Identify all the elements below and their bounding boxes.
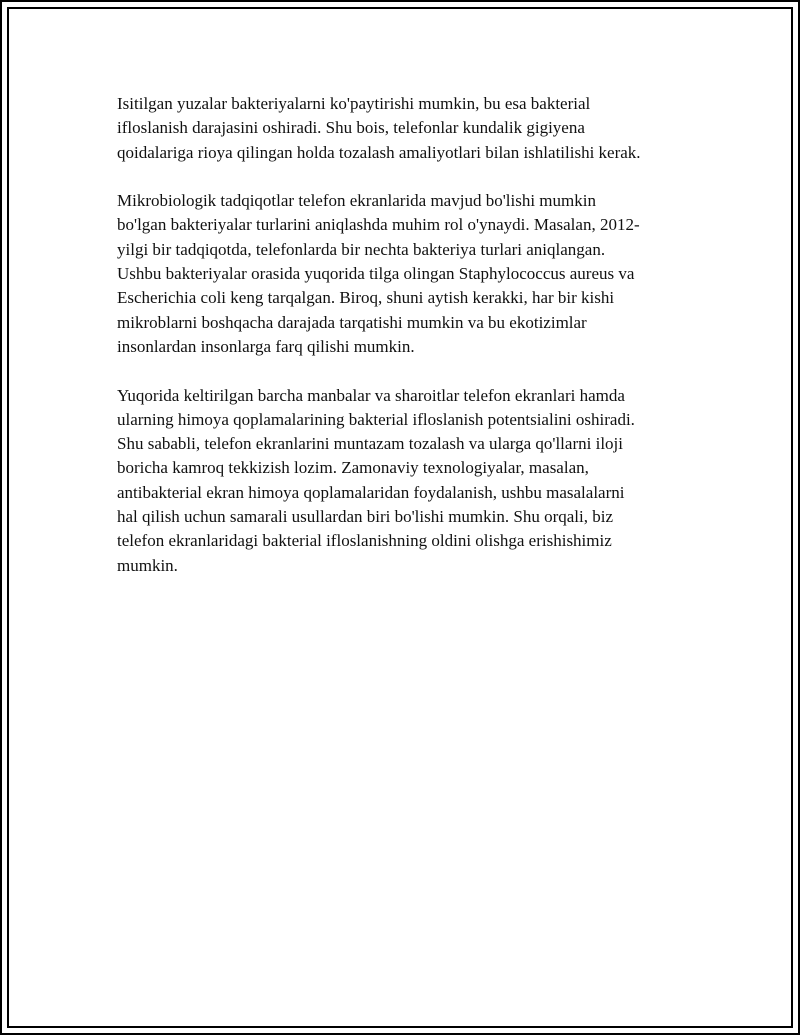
paragraph-1: Isitilgan yuzalar bakteriyalarni ko'paytirishi mumkin, bu esa bakterial ifloslanish darajasini oshiradi. Shu bois, telefonlar kundalik gigiyena qoidalariga rioya qilingan holda tozalash amaliyotlari bilan ishlatilishi kerak. bbox=[117, 94, 641, 162]
paragraph-3: Yuqorida keltirilgan barcha manbalar va sharoitlar telefon ekranlari hamda ularning himoya qoplamalarining bakterial ifloslanish potentsialini oshiradi. Shu sababli, telefon ekranlarini muntazam tozalash va ularga qo'llarni iloji boricha kamroq tekkizish lozim. Zamonaviy texnologiyalar, masalan, antibakterial ekran himoya qoplamalaridan foydalanish, ushbu masalalarni hal qilish uchun samarali usullardan biri bo'lishi mumkin. Shu orqali, biz telefon ekranlaridagi bakterial ifloslanishning oldini olishga erishishimiz mumkin. bbox=[117, 385, 635, 575]
document-body bbox=[117, 92, 692, 602]
paragraph-2: Mikrobiologik tadqiqotlar telefon ekranlarida mavjud bo'lishi mumkin bo'lgan bakteriyalar turlarini aniqlashda muhim rol o'ynaydi. Masalan, 2012- yilgi bir tadqiqotda, telefonlarda bir nechta bakteriya turlari aniqlangan. Ushbu bakteriyalar orasida yuqorida tilga olingan Staphylococcus aureus va Escherichia coli keng tarqalgan. Biroq, shuni aytish kerakki, har bir kishi mikroblarni boshqacha darajada tarqatishi mumkin va bu ekotizimlar insonlardan insonlarga farq qilishi mumkin. bbox=[117, 191, 640, 356]
